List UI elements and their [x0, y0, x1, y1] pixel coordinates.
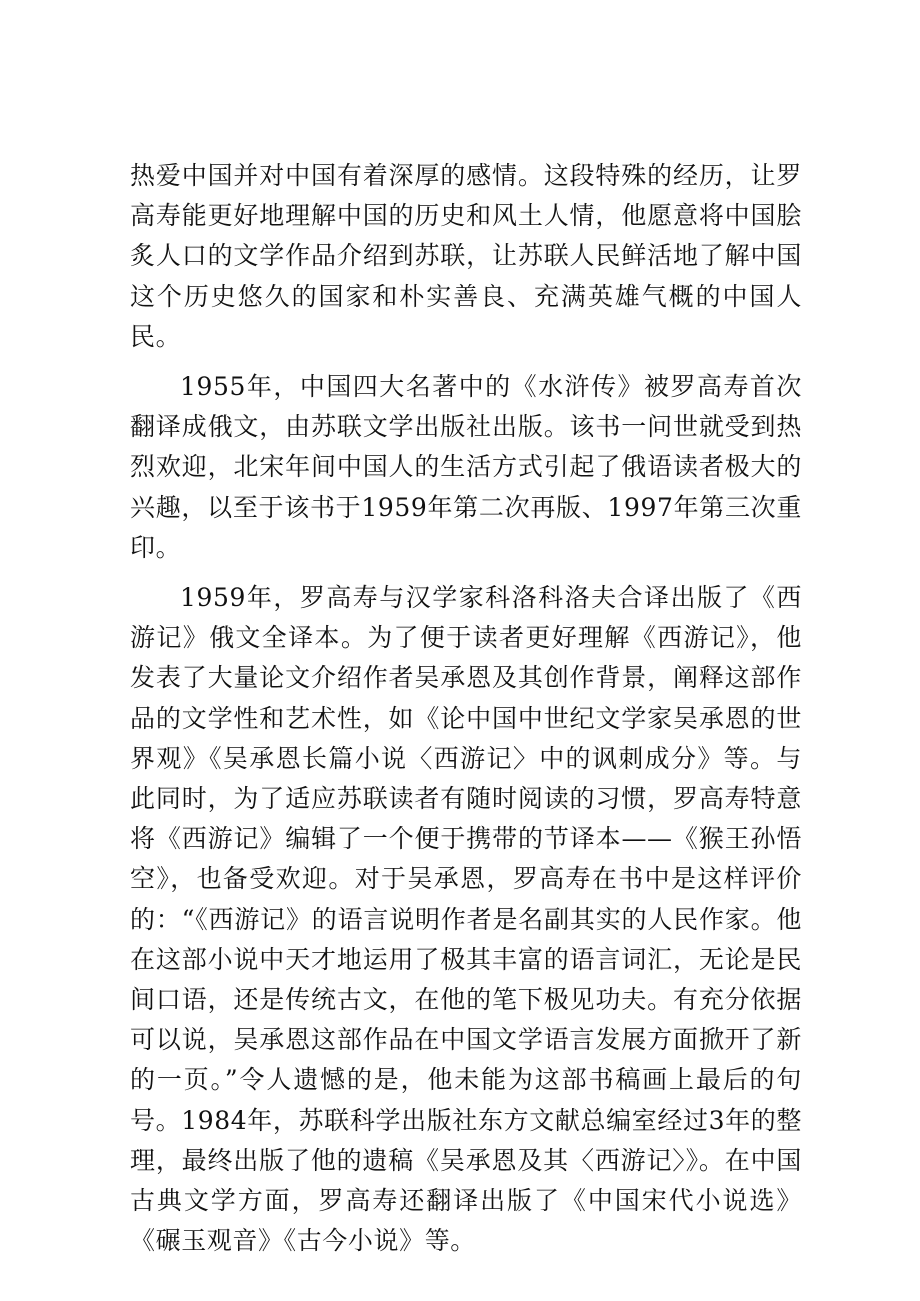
paragraph-water-margin: 1955年，中国四大名著中的《水浒传》被罗高寿首次翻译成俄文，由苏联文学出版社出版。该书一问世就受到热烈欢迎，北宋年间中国人的生活方式引起了俄语读者极大的兴趣，以至于该书于1959年第二次再版、1997年第三次重印。: [130, 372, 802, 562]
document-body: [130, 156, 802, 1261]
paragraph-journey-to-the-west: 1959年，罗高寿与汉学家科洛科洛夫合译出版了《西游记》俄文全译本。为了便于读者更好理解《西游记》，他发表了大量论文介绍作者吴承恩及其创作背景，阐释这部作品的文学性和艺术性，如《论中国中世纪文学家吴承恩的世界观》《吴承恩长篇小说〈西游记〉中的讽刺成分》等。与此同时，为了适应苏联读者有随时阅读的习惯，罗高寿特意将《西游记》编辑了一个便于携带的节译本——《猴王孙悟空》，也备受欢迎。对于吴承恩，罗高寿在书中是这样评价的：“《西游记》的语言说明作者是名副其实的人民作家。他在这部小说中天才地运用了极其丰富的语言词汇，无论是民间口语，还是传统古文，在他的笔下极见功夫。有充分依据可以说，吴承恩这部作品在中国文学语言发展方面掀开了新的一页。”令人遗憾的是，他未能为这部书稿画上最后的句号。1984年，苏联科学出版社东方文献总编室经过3年的整理，最终出版了他的遗稿《吴承恩及其〈西游记〉》。在中国古典文学方面，罗高寿还翻译出版了《中国宋代小说选》《碾玉观音》《古今小说》等。: [130, 583, 802, 1256]
paragraph-continuation: 热爱中国并对中国有着深厚的感情。这段特殊的经历，让罗高寿能更好地理解中国的历史和风土人情，他愿意将中国脍炙人口的文学作品介绍到苏联，让苏联人民鲜活地了解中国这个历史悠久的国家和朴实善良、充满英雄气概的中国人民。: [130, 161, 802, 351]
